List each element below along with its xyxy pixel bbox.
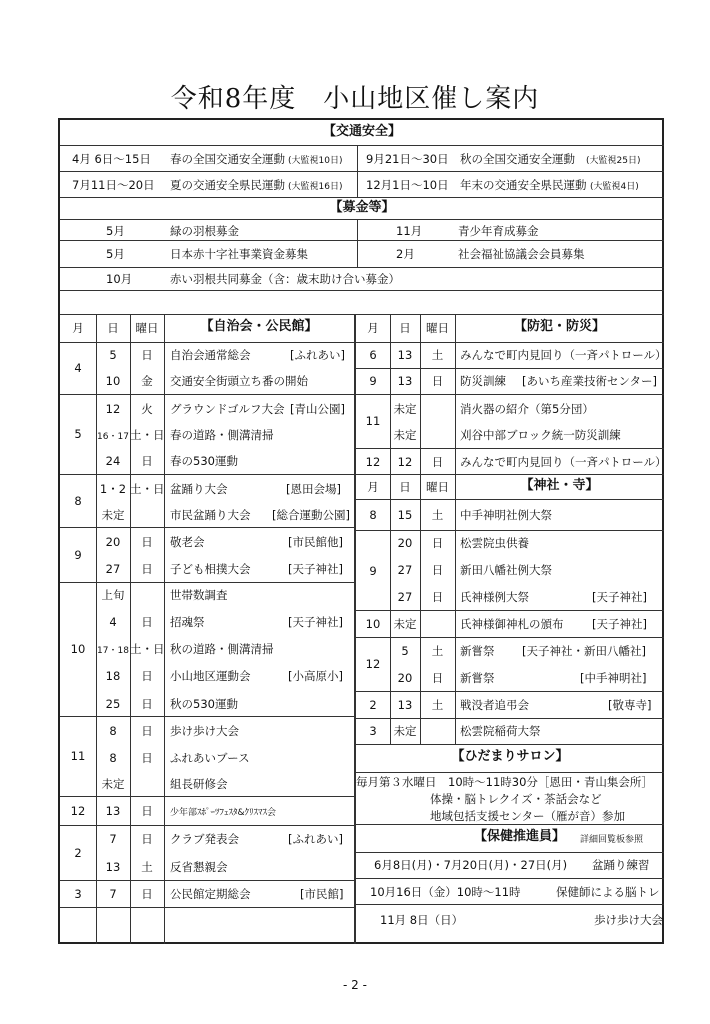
row-event: 中手神明社例大祭: [460, 508, 552, 522]
row-weekday: 日: [141, 615, 153, 629]
salon-header: 【ひだまりサロン】: [451, 749, 569, 764]
row-day: 未定: [393, 428, 417, 442]
row-weekday: 金: [141, 374, 153, 388]
row-place: [恩田会場]: [286, 482, 341, 496]
row-day: 12: [105, 402, 121, 416]
row-event: 春の530運動: [170, 454, 238, 468]
row-day: 8: [109, 751, 117, 765]
row-day: 5: [109, 348, 117, 362]
col-month: 月: [72, 321, 84, 335]
row-event: 組長研修会: [170, 777, 228, 791]
row-weekday: 火: [141, 402, 153, 416]
row-event: 新嘗祭: [460, 644, 495, 658]
traffic-note: (大監視16日): [288, 182, 343, 192]
month-label: 6: [369, 348, 377, 362]
row-event: 新嘗祭: [460, 671, 495, 685]
row-event: 氏神様例大祭: [460, 590, 529, 604]
row-event: 消火器の紹介（第5分団）: [460, 402, 594, 416]
row-day: 7: [109, 887, 117, 901]
row-weekday: 日: [141, 669, 153, 683]
month-label: 12: [365, 657, 381, 671]
row-place: [天子神社]: [592, 590, 647, 604]
traffic-note: (大監視4日): [590, 182, 639, 192]
traffic-name: 年末の交通安全県民運動: [460, 178, 587, 192]
row-weekday: 日: [431, 590, 444, 604]
health-event: 盆踊り練習: [592, 858, 650, 872]
col-weekday: 曜日: [426, 480, 449, 494]
row-day: 20: [105, 535, 121, 549]
month-label: 2: [369, 698, 377, 712]
row-place: [市民館]: [300, 887, 344, 901]
page-title: 令和8年度 小山地区催し案内: [170, 84, 540, 114]
fund-name: 青少年育成募金: [458, 224, 539, 238]
row-weekday: 土: [431, 348, 444, 362]
row-day: 7: [109, 832, 117, 846]
fund-name: 緑の羽根募金: [170, 224, 239, 238]
row-event: 氏神様御神札の頒布: [460, 617, 564, 631]
traffic-name: 夏の交通安全県民運動: [170, 178, 285, 192]
row-day: 20: [397, 536, 413, 550]
row-place: [天子神社]: [288, 615, 343, 629]
month-label: 3: [74, 887, 82, 901]
row-event: 松雲院虫供養: [460, 536, 529, 550]
month-label: 8: [369, 508, 377, 522]
traffic-note: (大監視25日): [586, 156, 641, 166]
salon-line: 体操・脳トレクイズ・茶話会など: [430, 792, 602, 806]
row-place: [市民館他]: [288, 535, 343, 549]
salon-line: 毎月第３水曜日 10時～11時30分［恩田・青山集会所］: [356, 775, 653, 789]
fund-name: 日本赤十字社事業資金募集: [170, 247, 308, 261]
month-label: 3: [369, 724, 377, 738]
row-event: 市民盆踊り大会: [170, 508, 251, 522]
row-weekday: 土: [431, 508, 444, 522]
row-weekday: 土・日: [130, 482, 165, 496]
traffic-header: 【交通安全】: [322, 124, 401, 139]
month-label: 11: [70, 749, 86, 763]
row-day: 27: [397, 563, 413, 577]
month-label: 10: [70, 642, 86, 656]
row-event: 防災訓練: [460, 374, 506, 388]
row-day: 上旬: [101, 588, 125, 602]
health-date: 6月8日(月)・7月20日(月)・27日(月): [374, 858, 568, 872]
month-label: 9: [369, 374, 377, 388]
row-place: [青山公園]: [290, 402, 345, 416]
row-weekday: 日: [141, 454, 153, 468]
row-weekday: 土・日: [130, 642, 165, 656]
row-day: 27: [397, 590, 413, 604]
row-weekday: 日: [141, 724, 153, 738]
row-event: 子ども相撲大会: [170, 562, 251, 576]
row-event: 松雲院稲荷大祭: [460, 724, 541, 738]
row-day: 15: [397, 508, 413, 522]
row-weekday: 日: [431, 374, 444, 388]
row-event: みんなで町内見回り（一斉パトロール）: [460, 348, 667, 362]
row-day: 10: [105, 374, 121, 388]
health-header: 【保健推進員】: [474, 829, 566, 844]
row-day: 13: [397, 698, 413, 712]
row-place: [敬専寺]: [608, 698, 652, 712]
row-weekday: 土: [431, 698, 444, 712]
row-day: 13: [105, 804, 121, 818]
row-event: クラブ発表会: [170, 832, 239, 846]
traffic-name: 秋の全国交通安全運動: [460, 152, 575, 166]
month-label: 8: [74, 494, 82, 508]
fund-month: 10月: [106, 272, 133, 286]
row-event: 交通安全街頭立ち番の開始: [170, 374, 308, 388]
row-place: [小高原小]: [288, 669, 343, 683]
row-day: 5: [401, 644, 409, 658]
col-month: 月: [367, 321, 379, 335]
safety-header: 【防犯・防災】: [513, 319, 605, 334]
fundraising-header: 【募金等】: [329, 200, 395, 215]
health-date: 10月16日（金）10時～11時: [370, 885, 521, 899]
fund-month: 5月: [106, 224, 125, 238]
row-place: [あいち産業技術センター]: [522, 374, 658, 388]
row-event: 反省懇親会: [170, 860, 228, 874]
row-day: 未定: [393, 724, 417, 738]
row-place: [天子神社]: [288, 562, 343, 576]
row-day: 20: [397, 671, 413, 685]
row-weekday: 土: [141, 860, 153, 874]
row-weekday: 日: [141, 697, 153, 711]
page-number: - 2 -: [343, 978, 367, 992]
row-event: 敬老会: [170, 535, 205, 549]
row-day: 13: [397, 348, 413, 362]
month-label: 9: [74, 548, 82, 562]
row-event: 自治会通常総会: [170, 348, 251, 362]
row-event: みんなで町内見回り（一斉パトロール）: [460, 455, 667, 469]
col-day: 日: [399, 480, 411, 494]
month-label: 11: [365, 414, 381, 428]
month-label: 10: [365, 617, 381, 631]
row-day: 17・18: [97, 646, 129, 656]
row-weekday: 日: [141, 751, 153, 765]
row-weekday: 土・日: [130, 428, 165, 442]
fund-month: 11月: [396, 224, 423, 238]
row-event: 招魂祭: [170, 615, 205, 629]
row-event: ふれあいブース: [170, 751, 250, 765]
row-weekday: 日: [141, 832, 153, 846]
month-label: 2: [74, 846, 82, 860]
health-date: 11月 8日（日）: [380, 913, 464, 927]
row-event: 秋の530運動: [170, 697, 238, 711]
traffic-note: (大監視10日): [288, 156, 343, 166]
row-day: 27: [105, 562, 121, 576]
row-weekday: 日: [141, 887, 153, 901]
row-weekday: 土: [431, 644, 444, 658]
month-label: 12: [365, 455, 381, 469]
row-day: 24: [105, 454, 121, 468]
row-day: 8: [109, 724, 117, 738]
row-event: 盆踊り大会: [170, 482, 228, 496]
row-day: 1・2: [99, 482, 127, 496]
row-day: 未定: [101, 777, 125, 791]
row-day: 18: [105, 669, 121, 683]
month-label: 12: [70, 804, 86, 818]
salon-line: 地域包括支援センター（雁が音）参加: [430, 809, 626, 823]
col-day: 日: [107, 321, 119, 335]
row-event: 戦没者追弔会: [460, 698, 529, 712]
row-day: 13: [397, 374, 413, 388]
row-weekday: 日: [141, 535, 153, 549]
row-event: 小山地区運動会: [170, 669, 251, 683]
row-event: 公民館定期総会: [170, 887, 251, 901]
row-event: 世帯数調査: [170, 588, 228, 602]
month-label: 5: [74, 427, 82, 441]
month-label: 4: [74, 361, 82, 375]
col-weekday: 曜日: [135, 321, 159, 335]
row-event: 新田八幡社例大祭: [460, 563, 552, 577]
health-note: 詳細回覧板参照: [580, 835, 644, 845]
shrine-header: 【神社・寺】: [520, 478, 599, 493]
fund-month: 2月: [396, 247, 415, 261]
row-weekday: 日: [141, 348, 153, 362]
row-event: 少年部ｽﾎﾟｰﾂﾌｪｽﾀ&ｸﾘｽﾏｽ会: [170, 808, 277, 818]
row-weekday: 日: [431, 455, 444, 469]
row-day: 13: [105, 860, 121, 874]
community-header: 【自治会・公民館】: [200, 319, 318, 334]
row-weekday: 日: [431, 563, 444, 577]
fund-month: 5月: [106, 247, 125, 261]
row-place: [総合運動公園]: [272, 508, 350, 522]
row-day: 未定: [101, 508, 125, 522]
row-weekday: 日: [431, 536, 444, 550]
row-day: 16・17: [97, 432, 129, 442]
row-place: [天子神社]: [592, 617, 647, 631]
fund-name: 赤い羽根共同募金（含：歳末助け合い募金）: [170, 272, 400, 286]
row-weekday: 日: [141, 804, 153, 818]
health-event: 保健師による脳トレ: [556, 885, 660, 899]
row-day: 未定: [393, 617, 417, 631]
col-day: 日: [399, 321, 411, 335]
health-event: 歩け歩け大会: [594, 913, 663, 927]
row-day: 4: [109, 615, 117, 629]
traffic-date: 9月21日～30日: [366, 152, 449, 166]
traffic-date: 7月11日～20日: [72, 178, 155, 192]
row-weekday: 日: [141, 562, 153, 576]
col-weekday: 曜日: [426, 321, 449, 335]
row-event: 秋の道路・側溝清掃: [170, 642, 274, 656]
row-place: [ふれあい]: [290, 348, 345, 362]
schedule-table: [58, 118, 667, 944]
fund-name: 社会福祉協議会会員募集: [458, 247, 585, 261]
row-day: 12: [397, 455, 413, 469]
row-weekday: 日: [431, 671, 444, 685]
row-event: 歩け歩け大会: [170, 724, 239, 738]
row-event: 春の道路・側溝清掃: [170, 428, 274, 442]
row-day: 25: [105, 697, 121, 711]
row-place: [ふれあい]: [288, 832, 343, 846]
traffic-name: 春の全国交通安全運動: [170, 152, 285, 166]
row-event: グラウンドゴルフ大会: [170, 402, 285, 416]
row-day: 未定: [393, 402, 417, 416]
row-event: 刈谷中部ブロック統一防災訓練: [460, 428, 621, 442]
traffic-date: 4月 6日～15日: [72, 152, 151, 166]
col-month: 月: [367, 480, 379, 494]
month-label: 9: [369, 564, 377, 578]
row-place: [中手神明社]: [580, 671, 647, 685]
traffic-date: 12月1日～10日: [366, 178, 449, 192]
row-place: [天子神社・新田八幡社]: [522, 644, 646, 658]
